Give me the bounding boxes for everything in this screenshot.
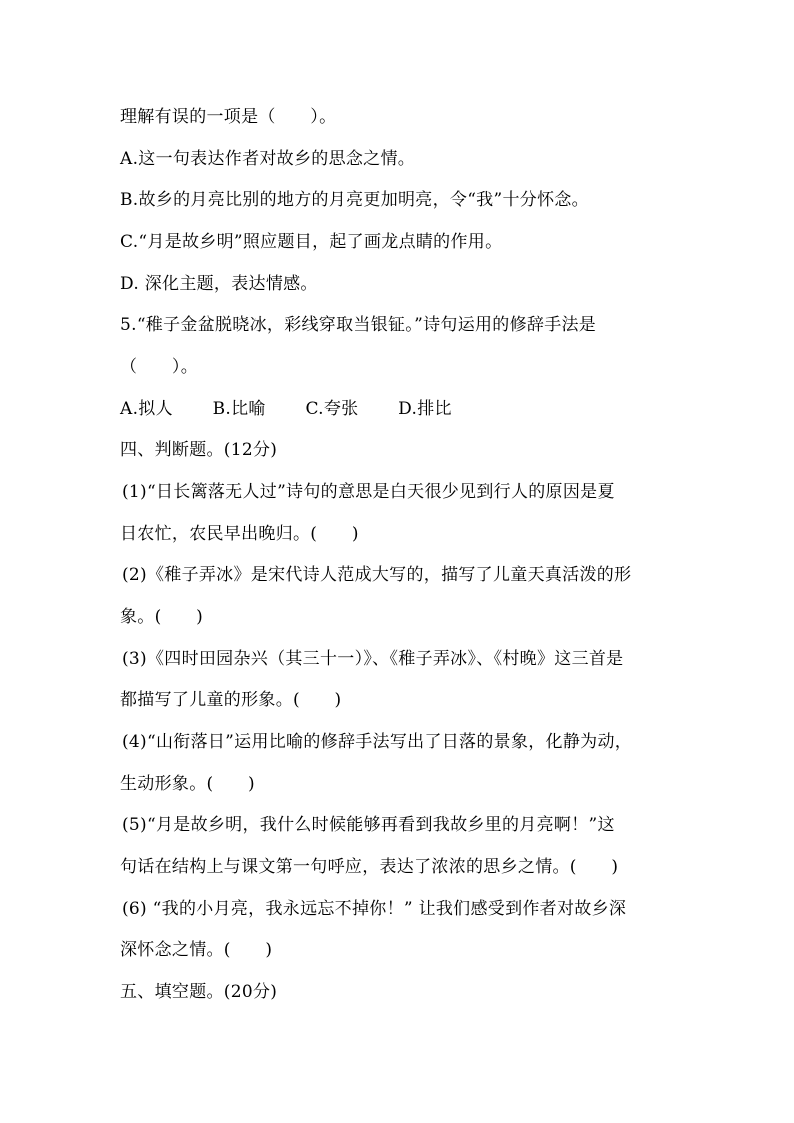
judge-item-5-cont: 句话在结构上与课文第一句呼应，表达了浓浓的思乡之情。( ) [120, 857, 619, 877]
question-4-stem-end: 理解有误的一项是（ ）。 [120, 107, 337, 127]
option-c-text: C.“月是故乡明”照应题目，起了画龙点睛的作用。 [120, 232, 503, 252]
option-d-text: D. 深化主题，表达情感。 [120, 274, 318, 294]
judge-item-6-cont: 深怀念之情。( ) [120, 940, 273, 960]
option-personification: A.拟人 [120, 399, 173, 419]
section-5-heading: 五、填空题。(20分) [120, 982, 278, 1002]
section-4-heading: 四、判断题。(12分) [120, 440, 278, 460]
judge-item-2: (2)《稚子弄冰》是宋代诗人范成大写的，描写了儿童天真活泼的形 [122, 565, 632, 585]
judge-item-3: (3)《四时田园杂兴（其三十一）》、《稚子弄冰》、《村晚》这三首是 [122, 649, 624, 669]
judge-item-3-cont: 都描写了儿童的形象。( ) [120, 690, 342, 710]
option-b-text: B.故乡的月亮比别的地方的月亮更加明亮，令“我”十分怀念。 [120, 190, 589, 210]
option-hyperbole: C.夸张 [305, 399, 359, 419]
judge-item-2-cont: 象。( ) [120, 607, 204, 627]
judge-item-5: (5)“月是故乡明，我什么时候能够再看到我故乡里的月亮啊！”这 [122, 815, 615, 835]
option-parallelism: D.排比 [398, 399, 452, 419]
question-5-options [120, 398, 680, 420]
judge-item-4-cont: 生动形象。( ) [120, 774, 255, 794]
question-5-blank: （ ）。 [120, 357, 198, 377]
judge-item-6: (6) “我的小月亮，我永远忘不掉你！” 让我们感受到作者对故乡深 [122, 899, 627, 919]
judge-item-4: (4)“山衔落日”运用比喻的修辞手法写出了日落的景象，化静为动， [122, 732, 633, 752]
question-5-stem: 5.“稚子金盆脱晓冰，彩线穿取当银钲。”诗句运用的修辞手法是 [120, 315, 597, 335]
judge-item-1-cont: 日农忙，农民早出晚归。( ) [120, 524, 359, 544]
option-metaphor: B.比喻 [212, 399, 266, 419]
option-a-text: A.这一句表达作者对故乡的思念之情。 [120, 149, 416, 169]
judge-item-1: (1)“日长篱落无人过”诗句的意思是白天很少见到行人的原因是夏 [122, 482, 615, 502]
